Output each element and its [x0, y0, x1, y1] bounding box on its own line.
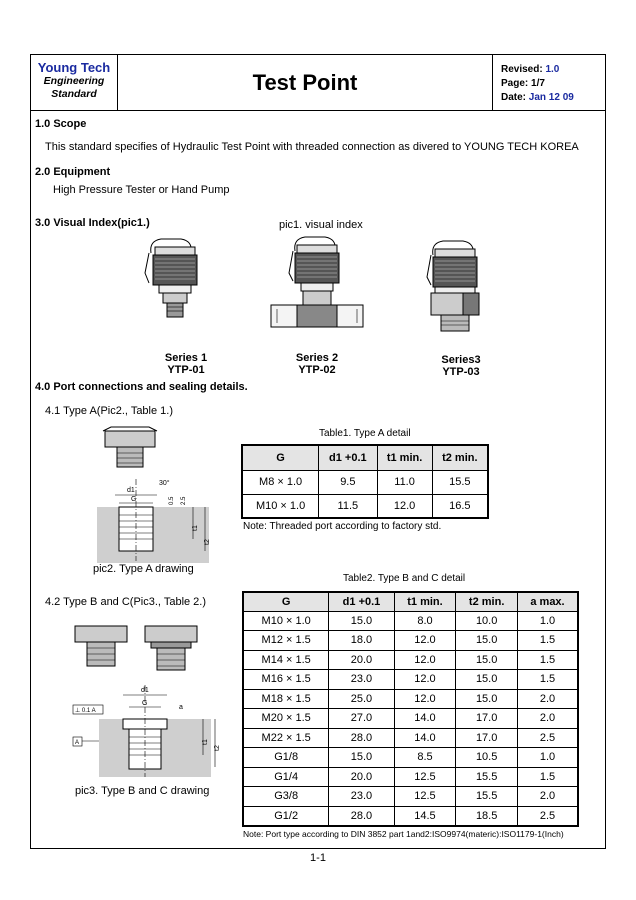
company-sub1: Engineering: [43, 75, 105, 87]
table-cell: 14.0: [394, 728, 456, 748]
table-row: [243, 709, 578, 729]
table-cell: 15.5: [432, 470, 488, 494]
revised-label: Revised:: [501, 64, 543, 75]
series2-label: [282, 352, 352, 376]
table-row: [243, 631, 578, 651]
table-row: [242, 470, 488, 494]
table-cell: 12.0: [377, 494, 432, 518]
type-bc-caption: pic3. Type B and C drawing: [75, 785, 210, 797]
dim-25-label: 2.5: [181, 496, 187, 505]
table-cell: 18.5: [456, 806, 518, 826]
table-cell: 23.0: [329, 787, 394, 807]
table-cell: 15.0: [456, 689, 518, 709]
table-row: [243, 728, 578, 748]
table-row: [243, 787, 578, 807]
table-cell: M20 × 1.5: [243, 709, 329, 729]
scope-text: This standard specifies of Hydraulic Test Point with threaded connection as divered to YOUNG TECH KOREA: [45, 141, 579, 153]
dim-d1-label: d1: [127, 487, 135, 494]
dim-t2-label: t2: [204, 539, 211, 545]
table-cell: 12.0: [394, 670, 456, 690]
table-cell: 15.0: [456, 670, 518, 690]
series2-name: Series 2: [295, 352, 339, 364]
table-cell: 16.5: [432, 494, 488, 518]
table-cell: 10.5: [456, 748, 518, 768]
visual-heading: 3.0 Visual Index(pic1.): [35, 217, 150, 229]
table-cell: M10 × 1.0: [242, 494, 319, 518]
table-cell: 12.5: [394, 787, 456, 807]
table-cell: M16 × 1.5: [243, 670, 329, 690]
table1-note: Note: Threaded port according to factory std.: [243, 521, 442, 532]
table-cell: M14 × 1.5: [243, 650, 329, 670]
table2: [242, 591, 579, 827]
table-cell: M18 × 1.5: [243, 689, 329, 709]
table-cell: 2.0: [517, 709, 578, 729]
table-cell: 12.0: [394, 689, 456, 709]
dim-d1-label: d1: [141, 687, 149, 694]
table-cell: 17.0: [456, 728, 518, 748]
dim-angle-label: 30°: [159, 480, 170, 487]
document-frame: [30, 54, 606, 849]
table-cell: 10.0: [456, 611, 518, 631]
series3-name: Series3: [441, 354, 481, 366]
table-cell: 2.5: [517, 728, 578, 748]
table1-header: d1 +0.1: [319, 445, 377, 470]
series3-drawing: [415, 237, 495, 341]
type-bc-top-drawing: [71, 620, 201, 676]
table-cell: 27.0: [329, 709, 394, 729]
table-cell: 20.0: [329, 767, 394, 787]
dim-t1-label: t1: [202, 739, 209, 745]
visual-caption: pic1. visual index: [279, 219, 363, 231]
page-footer: 1-1: [310, 852, 326, 864]
table-cell: 28.0: [329, 806, 394, 826]
table-cell: 1.5: [517, 670, 578, 690]
table2-header: t2 min.: [456, 592, 518, 611]
table-cell: G3/8: [243, 787, 329, 807]
series1-label: [151, 352, 221, 376]
page-value: 1/7: [531, 78, 545, 89]
dim-t2-label: t2: [214, 745, 221, 751]
table-row: [243, 650, 578, 670]
date-label: Date:: [501, 92, 527, 103]
document-header: [31, 55, 605, 111]
page-label: Page:: [501, 78, 529, 89]
series2-drawing: [267, 233, 367, 341]
table-cell: 1.0: [517, 748, 578, 768]
series3-code: YTP-03: [442, 366, 480, 378]
table-row: [243, 611, 578, 631]
table-cell: G1/2: [243, 806, 329, 826]
revised-value: 1.0: [545, 64, 560, 75]
table-cell: 14.5: [394, 806, 456, 826]
table2-header: G: [243, 592, 329, 611]
table-cell: 17.0: [456, 709, 518, 729]
table-cell: 8.0: [394, 611, 456, 631]
company-name: Young Tech: [37, 60, 111, 75]
table-cell: 15.5: [456, 767, 518, 787]
table-cell: 14.0: [394, 709, 456, 729]
table-cell: 1.0: [517, 611, 578, 631]
table-cell: 2.5: [517, 806, 578, 826]
series2-code: YTP-02: [298, 364, 336, 376]
type-a-heading: 4.1 Type A(Pic2., Table 1.): [45, 405, 174, 417]
table-cell: 20.0: [329, 650, 394, 670]
table-cell: 25.0: [329, 689, 394, 709]
table-cell: 18.0: [329, 631, 394, 651]
table-row: [243, 689, 578, 709]
table1-header: t2 min.: [432, 445, 488, 470]
table-cell: G1/4: [243, 767, 329, 787]
table2-header: t1 min.: [394, 592, 456, 611]
table-cell: 2.0: [517, 787, 578, 807]
type-bc-heading: 4.2 Type B and C(Pic3., Table 2.): [45, 596, 207, 608]
dim-a-label: a: [179, 704, 183, 711]
company-block: [31, 55, 118, 110]
scope-heading: 1.0 Scope: [35, 118, 87, 130]
table-cell: 15.0: [329, 611, 394, 631]
equipment-text: High Pressure Tester or Hand Pump: [53, 184, 230, 196]
table-cell: 12.0: [394, 631, 456, 651]
table-cell: 12.0: [394, 650, 456, 670]
table-cell: 15.0: [329, 748, 394, 768]
table1: [241, 444, 489, 519]
table1-header: G: [242, 445, 319, 470]
table-cell: 2.0: [517, 689, 578, 709]
table-cell: 1.5: [517, 631, 578, 651]
type-bc-section-drawing: [71, 679, 221, 779]
table-cell: 1.5: [517, 767, 578, 787]
page-title: Test Point: [118, 55, 493, 110]
table-row: [243, 670, 578, 690]
table-cell: 15.0: [456, 631, 518, 651]
table-cell: M12 × 1.5: [243, 631, 329, 651]
date-value: Jan 12 09: [528, 92, 574, 103]
table-cell: 11.0: [377, 470, 432, 494]
table-row: [243, 767, 578, 787]
table-row: [243, 748, 578, 768]
table-row: [243, 806, 578, 826]
table2-title: Table2. Type B and C detail: [343, 573, 466, 584]
table-cell: 28.0: [329, 728, 394, 748]
equipment-heading: 2.0 Equipment: [35, 166, 111, 178]
series3-label: [426, 354, 496, 378]
table-cell: 8.5: [394, 748, 456, 768]
table1-title: Table1. Type A detail: [319, 428, 411, 439]
table-cell: 15.0: [456, 650, 518, 670]
dim-05-label: 0.5: [169, 496, 175, 505]
perpendicularity-label: ⊥ 0.1 A: [75, 708, 96, 714]
type-a-section-drawing: [97, 475, 217, 563]
ports-heading: 4.0 Port connections and sealing details.: [35, 381, 248, 393]
dim-t1-label: t1: [192, 525, 199, 531]
revision-block: [501, 63, 574, 105]
type-a-caption: pic2. Type A drawing: [93, 563, 194, 575]
table-cell: 23.0: [329, 670, 394, 690]
series1-name: Series 1: [164, 352, 208, 364]
table-cell: 15.5: [456, 787, 518, 807]
datum-a-label: A: [75, 740, 80, 746]
table-cell: 12.5: [394, 767, 456, 787]
table-cell: G1/8: [243, 748, 329, 768]
table2-note: Note: Port type according to DIN 3852 part 1and2:ISO9974(materic):ISO1179-1(Inch): [243, 829, 564, 839]
table-row: [242, 494, 488, 518]
table-cell: M10 × 1.0: [243, 611, 329, 631]
company-sub2: Standard: [51, 88, 97, 100]
table-cell: M22 × 1.5: [243, 728, 329, 748]
table1-header: t1 min.: [377, 445, 432, 470]
series1-drawing: [141, 233, 211, 325]
dim-g-label: G: [142, 700, 148, 707]
series1-code: YTP-01: [167, 364, 205, 376]
table-cell: M8 × 1.0: [242, 470, 319, 494]
table-cell: 1.5: [517, 650, 578, 670]
dim-g-label: G: [131, 496, 137, 503]
table2-header: a max.: [517, 592, 578, 611]
table-cell: 9.5: [319, 470, 377, 494]
table-cell: 11.5: [319, 494, 377, 518]
type-a-top-drawing: [99, 425, 159, 473]
table2-header: d1 +0.1: [329, 592, 394, 611]
